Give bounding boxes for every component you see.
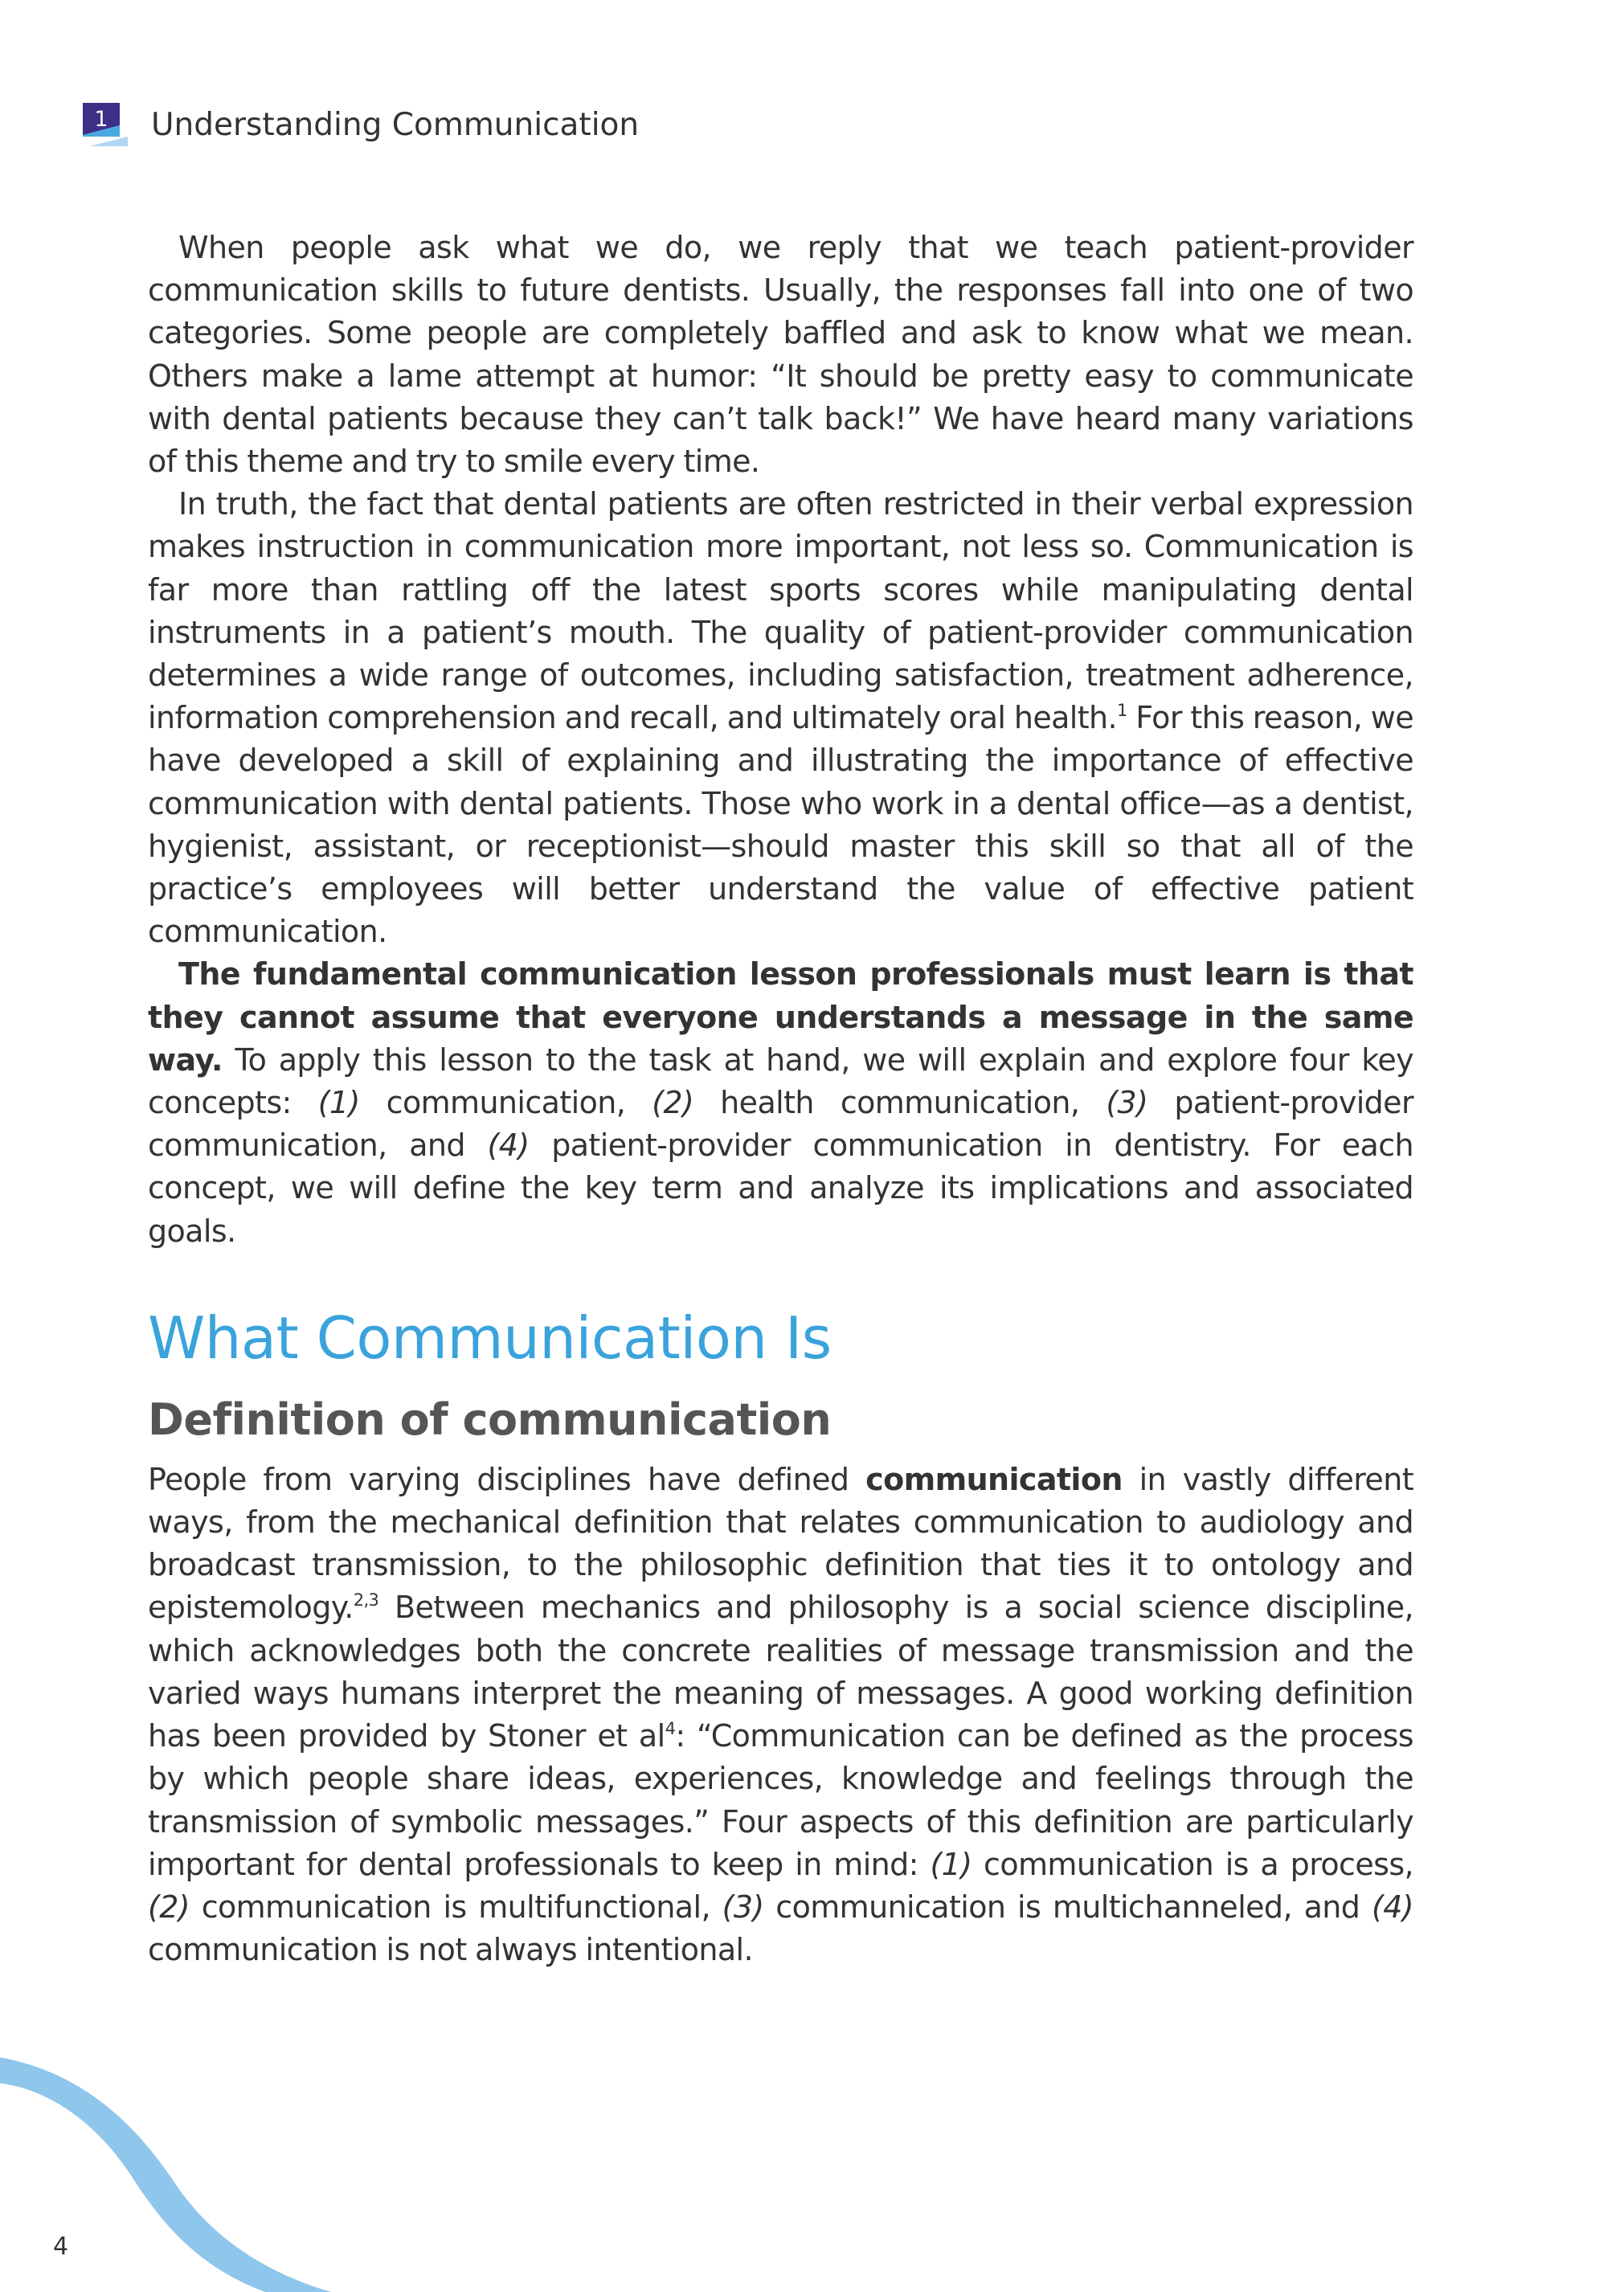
text-run: Between mechanics and philosophy is a social science discipline, which acknowledges both the concrete realities of message transmission and the varied ways humans interpret the meaning of messages. A good working definition has been provided by Stoner et al [148,1590,1413,1754]
list-number: (2) [148,1889,190,1925]
list-number: (3) [722,1889,764,1925]
text-run: patient-provider communication, and [148,1085,1413,1164]
text-run: People from varying disciplines have defined [148,1461,866,1497]
key-lesson-statement: The fundamental communication lesson professionals must learn is that they cannot assume that everyone understands a message in the same way. [148,956,1413,1078]
text-run: communication, [359,1085,652,1121]
list-number: (4) [1371,1889,1413,1925]
text-run: : “Communication can be defined as the process by which people share ideas, experiences, knowledge and feelings through the transmission of symbolic messages.” Four aspects of this definition are particularly important for dental professionals to keep in mind: [148,1718,1413,1882]
text-run: communication is not always intentional. [148,1932,753,1968]
list-number: (4) [487,1128,530,1164]
intro-paragraph-1: When people ask what we do, we reply that we teach patient-provider communication skills to future dentists. Usually, the responses fall into one of two categories. Some people are completely baffled and ask to know what we mean. Others make a lame attempt at humor: “It should be pretty easy to communicate with dental patients because they can’t talk back!” We have heard many variations of this theme and try to smile every time. [148,230,1413,480]
text-run: communication is multifunctional, [190,1889,722,1925]
decorative-wave [0,2057,337,2292]
citation-ref: 4 [665,1719,676,1739]
citation-ref: 1 [1117,701,1127,721]
list-number: (1) [930,1846,972,1882]
running-title: Understanding Communication [151,107,640,143]
list-number: (1) [317,1085,360,1121]
text-run: in vastly different ways, from the mechanical definition that relates communication to audiology and broadcast transmission, to the philosophic definition that ties it to ontology and epistemology. [148,1461,1413,1626]
key-term: communication [865,1461,1123,1497]
intro-paragraph-2 [148,483,1413,953]
chapter-number: 1 [94,107,108,132]
text-run: To apply this lesson to the task at hand, we will explain and explore four key concepts: [148,1042,1413,1121]
text-run: health communication, [693,1085,1107,1121]
text-run: For this reason, we have developed a skill of explaining and illustrating the importance of effective communication with dental patients. Those who work in a dental office—as a dentist, hygienist, assistant, or receptionist—should master this skill so that all of the practice’s employees will better understand the value of effective patient communication. [148,700,1414,950]
list-number: (2) [652,1085,694,1121]
text-run: communication is a process, [972,1846,1413,1882]
page-body [148,227,1413,1971]
chapter-badge [83,103,128,146]
section-heading: What Communication Is [148,1304,832,1372]
list-number: (3) [1106,1085,1148,1121]
text-run: In truth, the fact that dental patients are often restricted in their verbal expression makes instruction in communication more important, not less so. Communication is far more than rattling off the latest sports scores while manipulating dental instruments in a patient’s mouth. The quality of patient-provider communication determines a wide range of outcomes, including satisfaction, treatment adherence, information comprehension and recall, and ultimately oral health. [148,486,1413,736]
intro-paragraph-3 [148,953,1413,1252]
subsection-heading: Definition of communication [148,1394,832,1445]
definition-paragraph [148,1459,1413,1971]
page-number: 4 [53,2233,69,2261]
citation-ref: 2,3 [353,1590,379,1611]
text-run: communication is multichanneled, and [763,1889,1372,1925]
text-run: patient-provider communication in dentistry. For each concept, we will define the key term and analyze its implications and associated goals. [148,1128,1413,1249]
